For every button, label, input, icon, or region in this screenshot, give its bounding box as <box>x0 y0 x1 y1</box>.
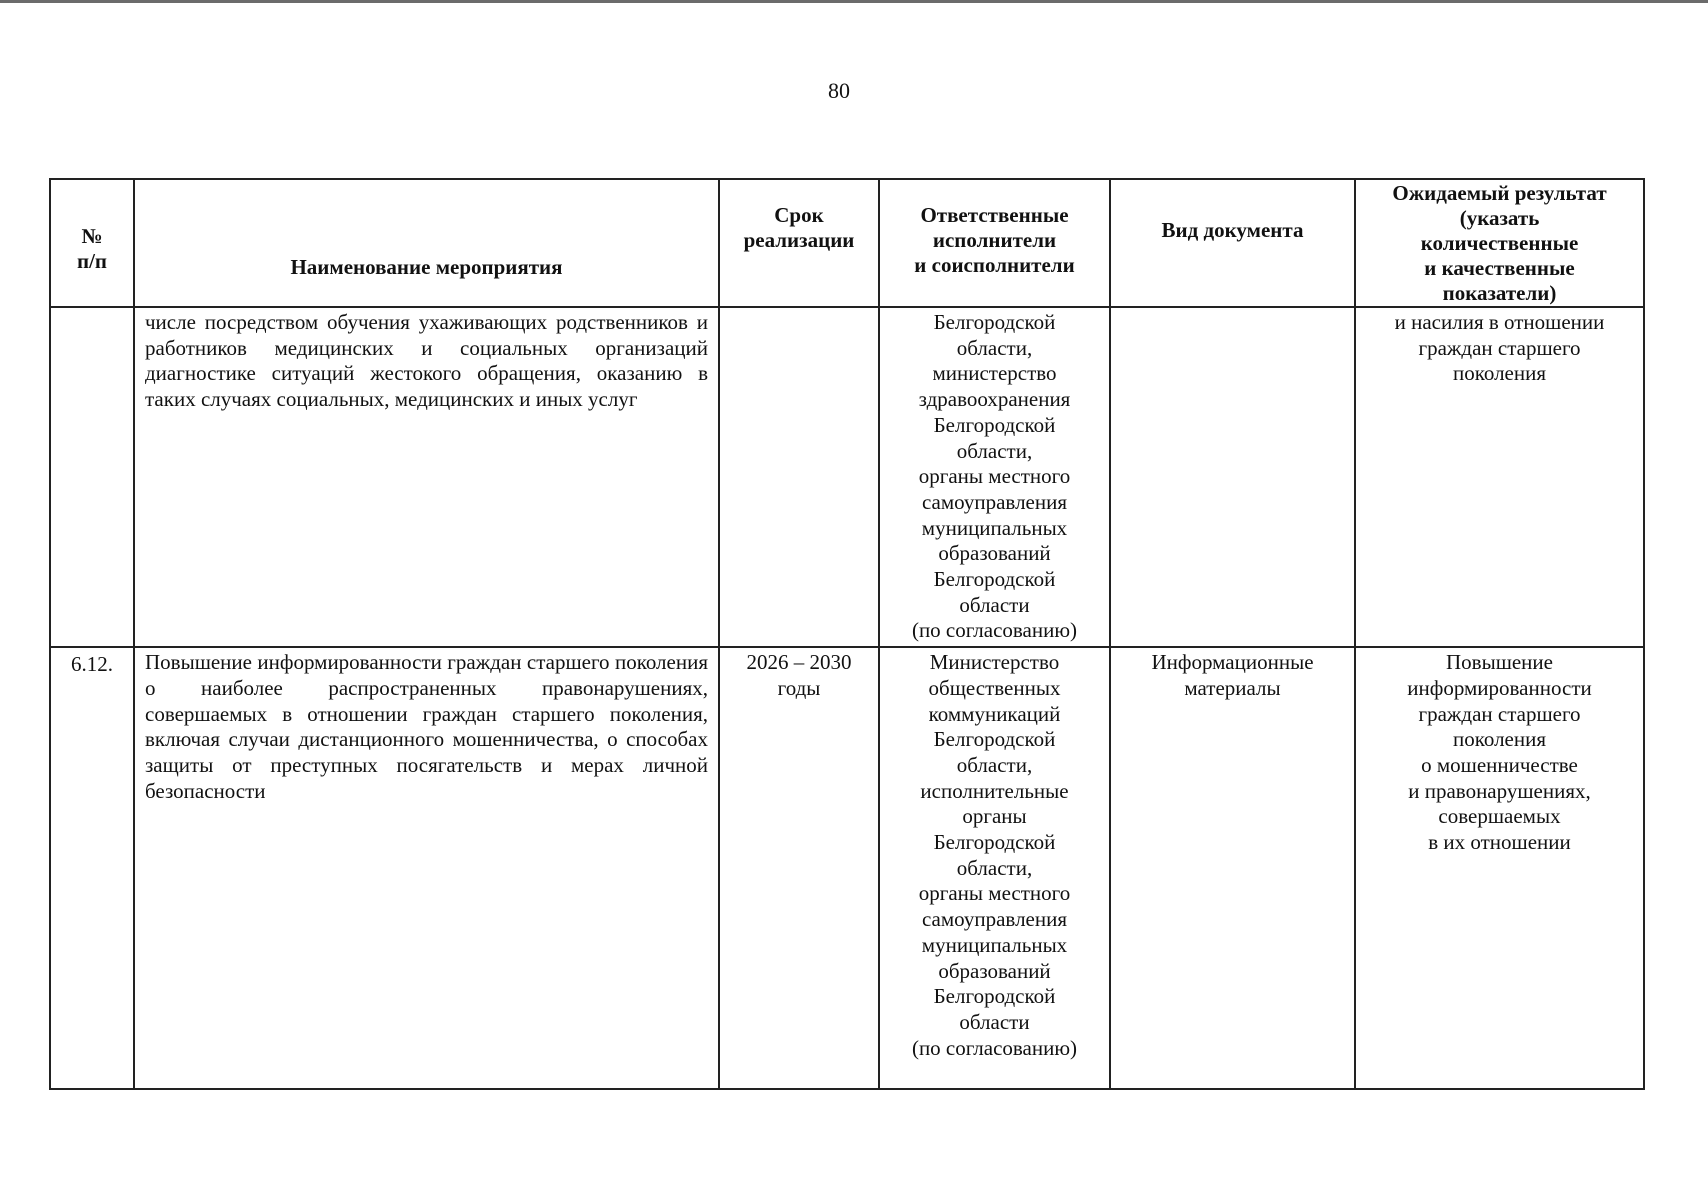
row-responsible-cell: Белгородской области, министерство здравоохранения Белгородской области, органы местного самоуправления муниципальных образований Белгородской области (по согласованию) <box>879 307 1110 647</box>
row-num-cell <box>50 307 134 647</box>
row-result-cell: и насилия в отношении граждан старшего поколения <box>1355 307 1644 647</box>
header-num: № п/п <box>50 179 134 307</box>
page-number: 80 <box>828 78 850 103</box>
row-doc-type-cell: Информационные материалы <box>1110 647 1355 1089</box>
table-row <box>50 307 1644 647</box>
row-term-cell: 2026 – 2030 годы <box>719 647 879 1089</box>
row-responsible-cell: Министерство общественных коммуникаций Белгородской области, исполнительные органы Белгородской области, органы местного самоуправления муниципальных образований Белгородской области (по согласованию) <box>879 647 1110 1089</box>
row-doc-type-cell <box>1110 307 1355 647</box>
measures-table <box>49 178 1645 1090</box>
row-term-cell <box>719 307 879 647</box>
header-doc-type: Вид документа <box>1110 179 1355 307</box>
header-result: Ожидаемый результат (указать количественные и качественные показатели) <box>1355 179 1644 307</box>
row-result-cell: Повышение информированности граждан старшего поколения о мошенничестве и правонарушениях, совершаемых в их отношении <box>1355 647 1644 1089</box>
header-responsible: Ответственные исполнители и соисполнители <box>879 179 1110 307</box>
top-scan-rule <box>0 0 1708 3</box>
table-row <box>50 647 1644 1089</box>
row-name-cell: Повышение информированности граждан старшего поколения о наиболее распространенных правонарушениях, совершаемых в отношении граждан старшего поколения, включая случаи дистанционного мошенничества, о способах защиты от преступных посягательств и мерах личной безопасности <box>134 647 719 1089</box>
header-name: Наименование мероприятия <box>134 179 719 307</box>
header-term: Срок реализации <box>719 179 879 307</box>
row-name-cell: числе посредством обучения ухаживающих родственников и работников медицинских и социальных организаций диагностике ситуаций жестокого обращения, оказанию в таких случаях социальных, медицинских и иных услуг <box>134 307 719 647</box>
row-num-cell: 6.12. <box>50 647 134 1089</box>
table-header-row <box>50 179 1644 307</box>
